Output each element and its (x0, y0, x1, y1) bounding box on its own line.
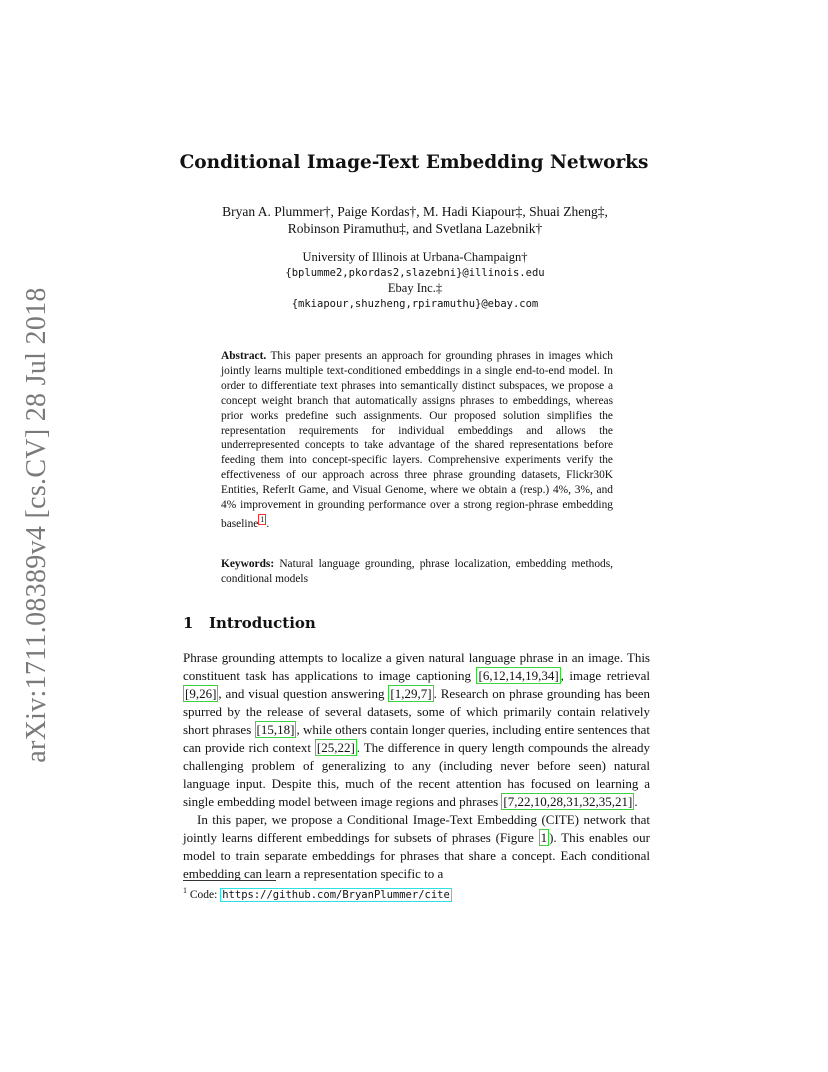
intro-text: In this paper, we propose a Conditional Image-Text Embedding (CITE) network that jointly learns different embeddings for subsets of phrases (Figure (183, 812, 650, 845)
intro-text: . Research on phrase grounding has been spurred by the release of several datasets, some of which primarily contain relatively short phrases (183, 686, 650, 737)
footnote-link[interactable]: 1 (260, 514, 265, 524)
intro-paragraph-1 (183, 649, 650, 811)
intro-text: , image retrieval (560, 668, 650, 683)
abstract-end: . (266, 517, 270, 530)
footnote (183, 886, 452, 901)
keywords-label: Keywords: (221, 558, 275, 570)
affiliation-university-email: {bplumme2,pkordas2,slazebni}@illinois.edu (285, 266, 545, 279)
citation-link[interactable]: [6,12,14,19,34] (478, 668, 559, 683)
keywords-text: Natural language grounding, phrase localization, embedding methods, conditional models (221, 558, 613, 585)
citation-link[interactable]: [9,26] (185, 686, 217, 701)
intro-text: , while others contain longer queries, including entire sentences that can provide rich context (183, 722, 650, 755)
intro-text: , and visual question answering (218, 686, 389, 701)
author-line-2: Robinson Piramuthu‡, and Svetlana Lazebnik† (287, 221, 543, 236)
arxiv-sidebar (0, 287, 70, 763)
section-title: Introduction (209, 614, 316, 632)
affiliation-company-email: {mkiapour,shuzheng,rpiramuthu}@ebay.com (291, 297, 539, 310)
citation-link[interactable]: [15,18] (256, 722, 295, 737)
abstract-text: This paper presents an approach for grounding phrases in images which jointly learns multiple text-conditioned embeddings in a single end-to-end model. In order to differentiate text phrases into semantically distinct subspaces, we propose a concept weight branch that automatically assigns phrases to embeddings, whereas prior works predefine such assignments. Our proposed solution simplifies the representation requirements for individual embeddings and allows the underrepresented concepts to take advantage of the shared representations before feeding them into concept-specific layers. Comprehensive experiments verify the effectiveness of our approach across three phrase grounding datasets, Flickr30K Entities, ReferIt Game, and Visual Genome, where we obtain a (resp.) 4%, 3%, and 4% improvement in grounding performance over a strong region-phrase embedding baseline (221, 350, 613, 530)
footnote-mark: 1 (183, 886, 187, 895)
introduction-body (183, 649, 650, 883)
footnote-rule (183, 880, 276, 881)
intro-text: . The difference in query length compounds the already challenging problem of generalizing to any (including never before seen) natural language input. Despite this, much of the recent attention has focused on learning a single embedding model between image regions and phrases (183, 740, 650, 809)
paper-title: Conditional Image-Text Embedding Networks (179, 152, 649, 173)
citation-link[interactable]: [25,22] (316, 740, 355, 755)
intro-paragraph-2 (183, 811, 650, 883)
abstract-label: Abstract. (221, 350, 267, 362)
citation-link[interactable]: [7,22,10,28,31,32,35,21] (503, 794, 633, 809)
affiliation-company: Ebay Inc.‡ (387, 281, 443, 295)
keywords (221, 557, 613, 587)
intro-text: Phrase grounding attempts to localize a given natural language phrase in an image. This constituent task has applications to image captioning (183, 650, 650, 683)
section-number: 1 (183, 614, 194, 632)
citation-link[interactable]: [1,29,7] (390, 686, 432, 701)
section-heading (183, 614, 316, 632)
author-list (190, 203, 640, 237)
affiliations (190, 250, 640, 312)
figure-link[interactable]: 1 (540, 830, 548, 845)
arxiv-identifier: arXiv:1711.08389v4 [cs.CV] 28 Jul 2018 (21, 287, 52, 763)
code-url-link[interactable]: https://github.com/BryanPlummer/cite (222, 888, 450, 901)
intro-text: ). This enables our model to train separate embeddings for phrases that share a concept. Each conditional embedding can learn a representation specific to a (183, 830, 650, 881)
intro-text: . (634, 794, 638, 809)
affiliation-university: University of Illinois at Urbana-Champaign† (302, 250, 528, 264)
footnote-label: Code: (187, 888, 221, 901)
abstract (221, 349, 613, 532)
author-line-1: Bryan A. Plummer†, Paige Kordas†, M. Hadi Kiapour‡, Shuai Zheng‡, (222, 204, 608, 219)
